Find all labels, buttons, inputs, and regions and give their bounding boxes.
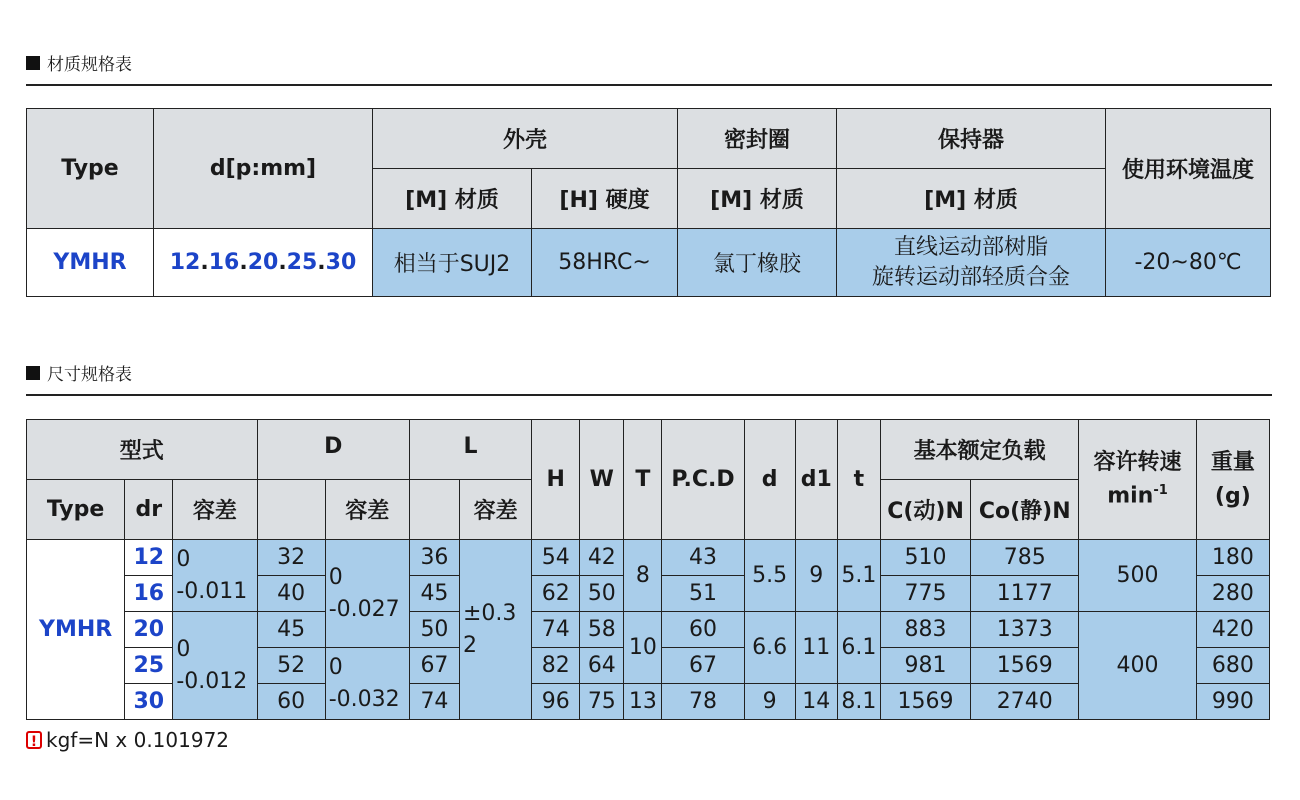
W-value: 50 [580, 576, 624, 612]
square-bullet-icon [26, 56, 40, 70]
type-link[interactable]: YMHR [27, 540, 125, 720]
D-value: 52 [257, 648, 325, 684]
tol-L: ±0.3 2 [460, 540, 532, 720]
header-tol-D: 容差 [325, 480, 409, 540]
header-dr: dr [125, 480, 173, 540]
header-pcd: P.C.D [662, 420, 744, 540]
C-value: 1569 [880, 684, 970, 720]
d-value: 9 [744, 684, 795, 720]
header-D: D [257, 420, 409, 480]
d1-value: 11 [795, 612, 837, 684]
header-seal-material: [M] 材质 [678, 169, 837, 229]
d-value: 5.5 [744, 540, 795, 612]
L-value: 74 [409, 684, 459, 720]
material-table [26, 108, 1271, 297]
header-temp: 使用环境温度 [1106, 109, 1271, 229]
seal-material: 氯丁橡胶 [678, 229, 837, 297]
header-W: W [580, 420, 624, 540]
header-seal: 密封圈 [678, 109, 837, 169]
C-value: 510 [880, 540, 970, 576]
pcd-value: 78 [662, 684, 744, 720]
tol-dr-a: 0 -0.011 [173, 540, 257, 612]
header-L: L [409, 420, 531, 480]
header-T: T [624, 420, 662, 540]
pcd-value: 67 [662, 648, 744, 684]
header-t: t [837, 420, 880, 540]
warning-icon: ! [26, 731, 42, 749]
tol-D-b: 0 -0.032 [325, 648, 409, 720]
dimension-table [26, 419, 1270, 720]
T-value: 13 [624, 684, 662, 720]
header-D-blank [257, 480, 325, 540]
material-section-title: 材质规格表 [26, 50, 132, 75]
H-value: 54 [532, 540, 580, 576]
divider [26, 84, 1272, 86]
header-d1: d1 [795, 420, 837, 540]
d1-value: 14 [795, 684, 837, 720]
dr-link-16[interactable]: 16 [125, 576, 173, 612]
d-link-25[interactable]: 25 [286, 250, 318, 275]
type-link[interactable]: YMHR [27, 229, 154, 297]
L-value: 67 [409, 648, 459, 684]
header-shell: 外壳 [373, 109, 678, 169]
t-value: 5.1 [837, 540, 880, 612]
header-speed: 容许转速 $\min^{-1}$ [1079, 420, 1196, 540]
header-d: d[p:mm] [154, 109, 373, 229]
header-shell-material: [M] 材质 [373, 169, 532, 229]
d-value: 6.6 [744, 612, 795, 684]
D-value: 45 [257, 612, 325, 648]
speed-value: 500 [1079, 540, 1196, 612]
H-value: 96 [532, 684, 580, 720]
W-value: 42 [580, 540, 624, 576]
T-value: 8 [624, 540, 662, 612]
speed-value: 400 [1079, 612, 1196, 720]
header-d: d [744, 420, 795, 540]
W-value: 75 [580, 684, 624, 720]
W-value: 58 [580, 612, 624, 648]
L-value: 36 [409, 540, 459, 576]
conversion-note: ! kgf=N x 0.101972 [26, 728, 229, 752]
header-H: H [532, 420, 580, 540]
divider [26, 394, 1272, 396]
C-value: 981 [880, 648, 970, 684]
shell-hardness: 58HRC~ [532, 229, 678, 297]
square-bullet-icon [26, 366, 40, 380]
weight-value: 280 [1196, 576, 1269, 612]
pcd-value: 60 [662, 612, 744, 648]
dr-link-12[interactable]: 12 [125, 540, 173, 576]
header-C: C(动)N [880, 480, 970, 540]
d-link-20[interactable]: 20 [247, 250, 279, 275]
pcd-value: 43 [662, 540, 744, 576]
header-tol-dr: 容差 [173, 480, 257, 540]
header-L-blank [409, 480, 459, 540]
weight-value: 680 [1196, 648, 1269, 684]
dimension-section-title: 尺寸规格表 [26, 360, 132, 385]
header-tol-L: 容差 [460, 480, 532, 540]
pcd-value: 51 [662, 576, 744, 612]
d1-value: 9 [795, 540, 837, 612]
C-value: 775 [880, 576, 970, 612]
d-link-16[interactable]: 16 [208, 250, 240, 275]
header-retainer: 保持器 [837, 109, 1106, 169]
H-value: 82 [532, 648, 580, 684]
header-shell-hardness: [H] 硬度 [532, 169, 678, 229]
D-value: 32 [257, 540, 325, 576]
Co-value: 1569 [971, 648, 1079, 684]
Co-value: 1373 [971, 612, 1079, 648]
t-value: 6.1 [837, 612, 880, 684]
T-value: 10 [624, 612, 662, 684]
weight-value: 420 [1196, 612, 1269, 648]
header-load: 基本额定负载 [880, 420, 1078, 480]
Co-value: 2740 [971, 684, 1079, 720]
dr-link-30[interactable]: 30 [125, 684, 173, 720]
header-Co: Co(静)N [971, 480, 1079, 540]
W-value: 64 [580, 648, 624, 684]
H-value: 74 [532, 612, 580, 648]
Co-value: 785 [971, 540, 1079, 576]
dr-link-20[interactable]: 20 [125, 612, 173, 648]
shell-material: 相当于SUJ2 [373, 229, 532, 297]
tol-dr-b: 0 -0.012 [173, 612, 257, 720]
d-link-30[interactable]: 30 [325, 250, 357, 275]
C-value: 883 [880, 612, 970, 648]
Co-value: 1177 [971, 576, 1079, 612]
H-value: 62 [532, 576, 580, 612]
tol-D-a: 0 -0.027 [325, 540, 409, 648]
t-value: 8.1 [837, 684, 880, 720]
header-type: Type [27, 109, 154, 229]
header-weight: 重量 (g) [1196, 420, 1269, 540]
header-type: Type [27, 480, 125, 540]
D-value: 40 [257, 576, 325, 612]
d-values: 12.16.20.25.30 [154, 229, 373, 297]
L-value: 45 [409, 576, 459, 612]
d-link-12[interactable]: 12 [169, 250, 201, 275]
L-value: 50 [409, 612, 459, 648]
dr-link-25[interactable]: 25 [125, 648, 173, 684]
header-model: 型式 [27, 420, 258, 480]
weight-value: 990 [1196, 684, 1269, 720]
D-value: 60 [257, 684, 325, 720]
temperature: -20~80℃ [1106, 229, 1271, 297]
weight-value: 180 [1196, 540, 1269, 576]
header-retainer-material: [M] 材质 [837, 169, 1106, 229]
retainer-material: 直线运动部树脂 旋转运动部轻质合金 [837, 229, 1106, 297]
